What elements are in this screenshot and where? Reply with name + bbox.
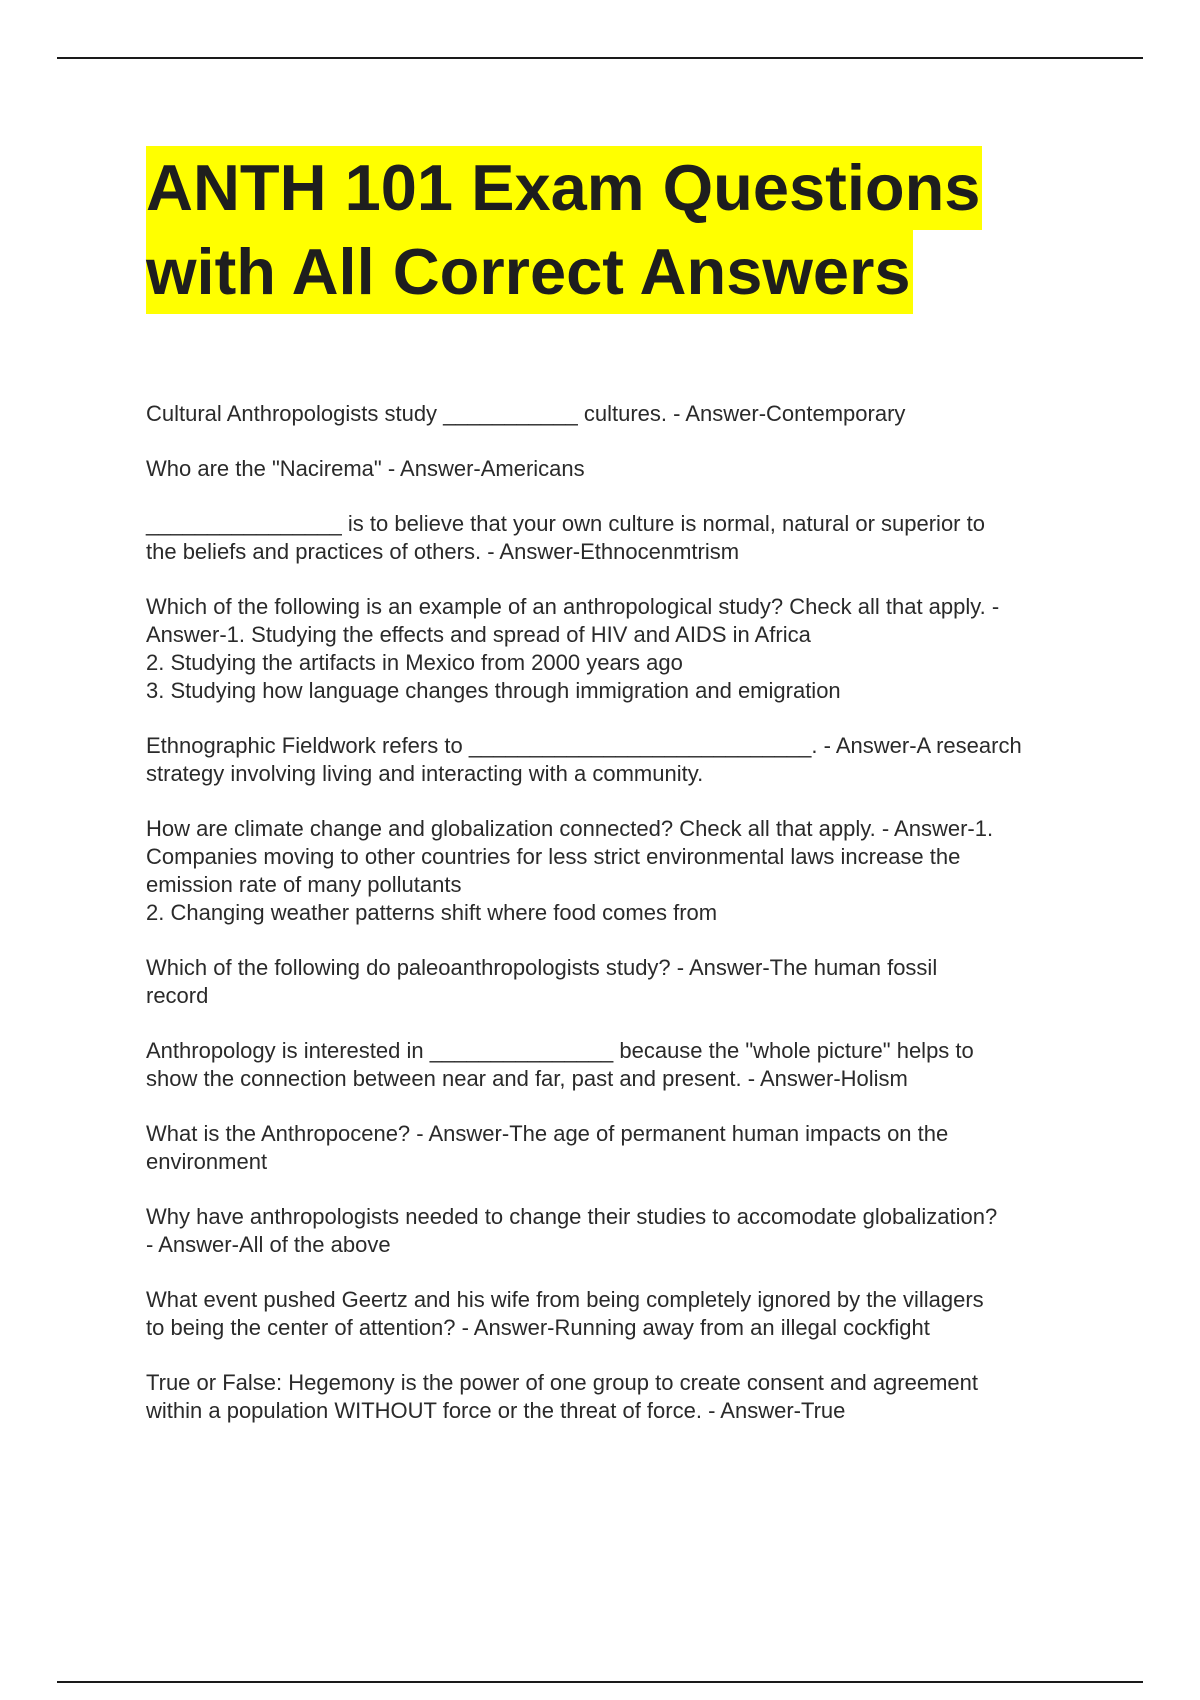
title-line-2: with All Correct Answers	[146, 230, 913, 314]
qa-line: How are climate change and globalization connected? Check all that apply. - Answer-1.	[146, 816, 994, 841]
qa-line: 2. Studying the artifacts in Mexico from 2000 years ago	[146, 650, 683, 675]
qa-line: 2. Changing weather patterns shift where food comes from	[146, 900, 718, 925]
qa-line: Who are the "Nacirema" - Answer-Americans	[146, 456, 585, 481]
qa-line: Why have anthropologists needed to change their studies to accomodate globalization?	[146, 1204, 998, 1229]
qa-item	[146, 400, 1096, 428]
qa-item	[146, 1369, 1096, 1425]
qa-line: Ethnographic Fieldwork refers to ____________________________. - Answer-A research	[146, 733, 1022, 758]
qa-line: Which of the following do paleoanthropologists study? - Answer-The human fossil	[146, 955, 938, 980]
qa-item	[146, 1120, 1096, 1176]
qa-item	[146, 1203, 1096, 1259]
qa-line: to being the center of attention? - Answer-Running away from an illegal cockfight	[146, 1315, 930, 1340]
qa-line: Answer-1. Studying the effects and spread of HIV and AIDS in Africa	[146, 622, 811, 647]
qa-item	[146, 954, 1096, 1010]
bottom-rule	[57, 1681, 1143, 1683]
qa-item	[146, 1037, 1096, 1093]
qa-line: 3. Studying how language changes through immigration and emigration	[146, 678, 841, 703]
document-title	[146, 146, 1096, 314]
qa-line: within a population WITHOUT force or the threat of force. - Answer-True	[146, 1398, 846, 1423]
qa-line: What is the Anthropocene? - Answer-The age of permanent human impacts on the	[146, 1121, 949, 1146]
title-line-1: ANTH 101 Exam Questions	[146, 146, 982, 230]
qa-line: emission rate of many pollutants	[146, 872, 462, 897]
qa-line: - Answer-All of the above	[146, 1232, 391, 1257]
qa-line: Cultural Anthropologists study ___________ cultures. - Answer-Contemporary	[146, 401, 906, 426]
qa-line: Companies moving to other countries for less strict environmental laws increase the	[146, 844, 961, 869]
qa-line: strategy involving living and interacting with a community.	[146, 761, 704, 786]
qa-line: the beliefs and practices of others. - Answer-Ethnocenmtrism	[146, 539, 740, 564]
question-list	[146, 400, 1096, 1452]
qa-line: show the connection between near and far, past and present. - Answer-Holism	[146, 1066, 908, 1091]
qa-line: record	[146, 983, 209, 1008]
qa-item	[146, 732, 1096, 788]
qa-line: True or False: Hegemony is the power of one group to create consent and agreement	[146, 1370, 978, 1395]
qa-item	[146, 455, 1096, 483]
top-rule	[57, 57, 1143, 59]
qa-line: ________________ is to believe that your own culture is normal, natural or superior to	[146, 511, 985, 536]
qa-line: Anthropology is interested in _______________ because the "whole picture" helps to	[146, 1038, 974, 1063]
qa-item	[146, 510, 1096, 566]
qa-line: What event pushed Geertz and his wife from being completely ignored by the villagers	[146, 1287, 984, 1312]
qa-item	[146, 815, 1096, 927]
qa-line: environment	[146, 1149, 268, 1174]
qa-item	[146, 593, 1096, 705]
qa-line: Which of the following is an example of an anthropological study? Check all that apply. -	[146, 594, 1000, 619]
qa-item	[146, 1286, 1096, 1342]
